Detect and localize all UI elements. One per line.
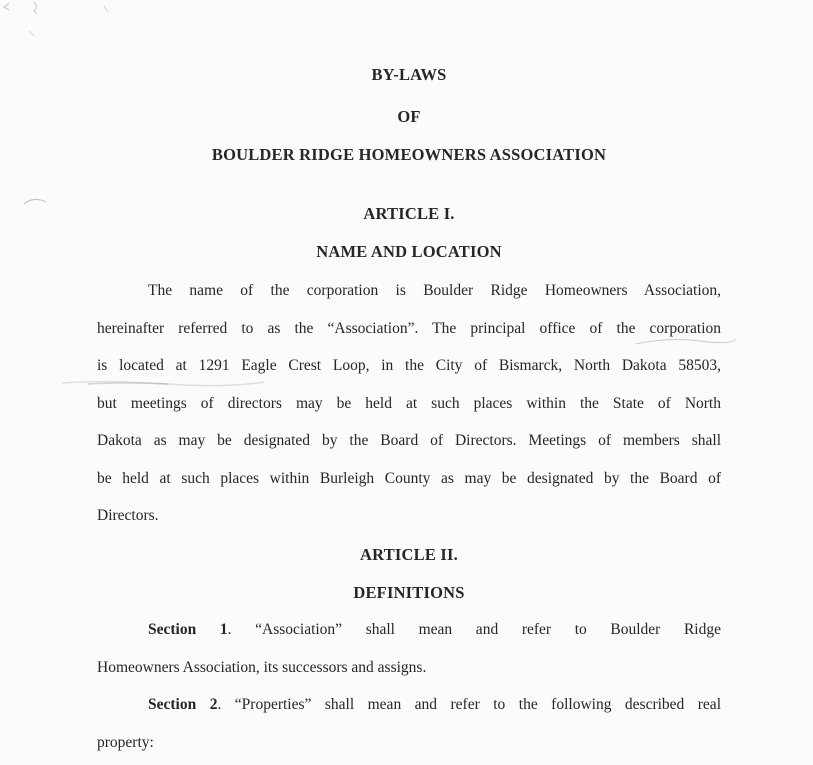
pencil-line-left-dark	[88, 383, 168, 384]
scan-speck	[4, 3, 9, 10]
article-1-subheading: NAME AND LOCATION	[316, 242, 502, 261]
doc-title-line-1: BY-LAWS	[371, 65, 447, 84]
doc-title-line-3: BOULDER RIDGE HOMEOWNERS ASSOCIATION	[211, 145, 607, 164]
article-1-paragraph-line: Dakota as may be designated by the Board of Directors. Meetings of members shall	[97, 432, 721, 449]
article-1-paragraph-line: but meetings of directors may be held at such places within the State of North	[97, 394, 721, 412]
scan-speck	[104, 6, 108, 12]
section-1-line	[97, 620, 721, 641]
scan-speck	[34, 2, 37, 13]
section-1-label: Section 1	[148, 621, 228, 638]
section-2-text: . “Properties” shall mean and refer to the following described real	[217, 696, 721, 713]
doc-title-line-2: OF	[397, 107, 421, 126]
article-1-paragraph-line: The name of the corporation is Boulder Ridge Homeowners Association,	[148, 282, 721, 299]
article-2-heading: ARTICLE II.	[360, 545, 458, 564]
section-2-line	[97, 695, 721, 716]
pencil-line-right	[636, 339, 736, 344]
article-1-paragraph-line: Directors.	[97, 507, 159, 524]
section-2-label: Section 2	[148, 696, 218, 713]
section-2-line: property:	[97, 733, 154, 751]
pencil-squiggle	[24, 199, 46, 204]
article-1-heading: ARTICLE I.	[363, 204, 455, 223]
article-1-paragraph-line: be held at such places within Burleigh County as may be designated by the Board of	[97, 469, 721, 487]
section-1-line: Homeowners Association, its successors and assigns.	[97, 658, 427, 676]
article-2-subheading: DEFINITIONS	[353, 583, 465, 602]
article-1-paragraph-line: is located at 1291 Eagle Crest Loop, in the City of Bismarck, North Dakota 58503,	[97, 357, 721, 374]
article-1-paragraph-line: hereinafter referred to as the “Association”. The principal office of the corporation	[97, 319, 721, 337]
section-1-text: . “Association” shall mean and refer to Boulder Ridge	[227, 621, 721, 638]
scan-speck	[29, 31, 34, 36]
pencil-line-left	[62, 382, 264, 386]
